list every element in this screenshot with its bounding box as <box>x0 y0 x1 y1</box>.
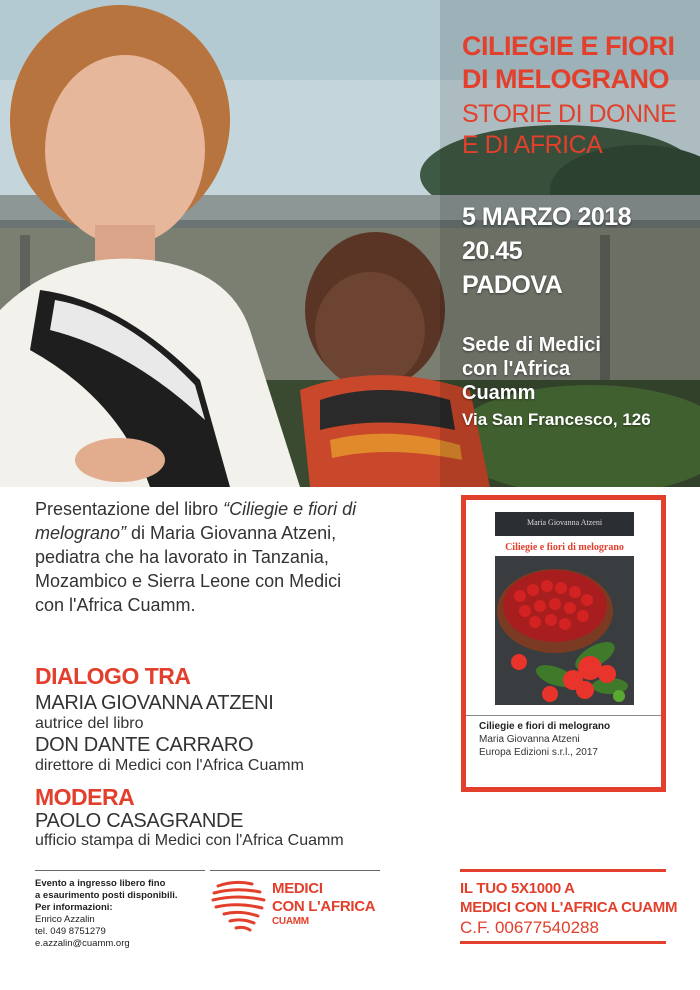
venue-line: con l'Africa <box>462 358 571 380</box>
speaker-name: DON DANTE CARRARO <box>35 734 254 756</box>
event-city: PADOVA <box>462 271 563 299</box>
info-line: Per informazioni: <box>35 902 113 913</box>
event-title: CILIEGIE E FIORI DI MELOGRANO <box>462 31 675 94</box>
speaker-role: direttore di Medici con l'Africa Cuamm <box>35 757 304 774</box>
event-info <box>35 878 205 950</box>
donation-box <box>460 869 678 944</box>
event-time: 20.45 <box>462 237 523 265</box>
footer-rule <box>35 870 205 871</box>
intro-lead: Presentazione del libro <box>35 499 224 519</box>
donation-line: MEDICI CON L'AFRICA CUAMM <box>460 899 678 916</box>
book-divider <box>466 715 661 716</box>
book-caption-author: Maria Giovanna Atzeni <box>479 734 580 745</box>
book-box <box>461 495 666 792</box>
book-cover <box>495 512 634 705</box>
speaker-name: MARIA GIOVANNA ATZENI <box>35 692 274 714</box>
cherries-flowers-illustration <box>495 556 634 705</box>
contact-name: Enrico Azzalin <box>35 914 95 925</box>
speaker-role: autrice del libro <box>35 715 144 732</box>
hero-banner <box>0 0 700 487</box>
contact-phone: tel. 049 8751279 <box>35 926 106 937</box>
intro-rest: di Maria Giovanna Atzeni, pediatra che ha lavorato in Tanzania, Mozambico e Sierra Leone con Medici con l'Africa Cuamm. <box>35 523 342 615</box>
event-address: Via San Francesco, 126 <box>462 410 651 429</box>
book-caption-title: Ciliegie e fiori di melograno <box>479 721 611 732</box>
logo-line: CUAMM <box>272 916 309 927</box>
tax-code: C.F. 00677540288 <box>460 918 599 937</box>
event-date: 5 MARZO 2018 <box>462 203 632 231</box>
book-cover-author: Maria Giovanna Atzeni <box>526 518 603 527</box>
venue-line: Sede di Medici <box>462 334 601 356</box>
moderator-heading: MODERA <box>35 784 135 810</box>
logo-line: CON L'AFRICA <box>272 898 376 915</box>
moderator-role: ufficio stampa di Medici con l'Africa Cuamm <box>35 832 344 849</box>
africa-logo-icon <box>210 876 268 936</box>
event-venue <box>462 333 662 405</box>
footer-rule <box>210 870 380 871</box>
event-subtitle: STORIE DI DONNE E DI AFRICA <box>462 100 677 159</box>
info-line: a esaurimento posti disponibili. <box>35 890 178 901</box>
book-caption-publisher: Europa Edizioni s.r.l., 2017 <box>479 747 598 758</box>
cuamm-logo-text <box>272 880 375 928</box>
intro-book-title: “Ciliegie e fiori di melograno” <box>35 499 357 543</box>
moderator-name: PAOLO CASAGRANDE <box>35 810 244 832</box>
donation-line: IL TUO 5X1000 A <box>460 880 575 897</box>
logo-line: MEDICI <box>272 880 323 897</box>
book-presentation-text <box>35 497 375 617</box>
contact-email: e.azzalin@cuamm.org <box>35 938 130 949</box>
dialogue-heading: DIALOGO TRA <box>35 663 191 689</box>
info-line: Evento a ingresso libero fino <box>35 878 166 889</box>
venue-line: Cuamm <box>462 382 536 404</box>
hero-text-block <box>462 0 700 487</box>
book-cover-title: Ciliegie e fiori di melograno <box>505 542 624 553</box>
